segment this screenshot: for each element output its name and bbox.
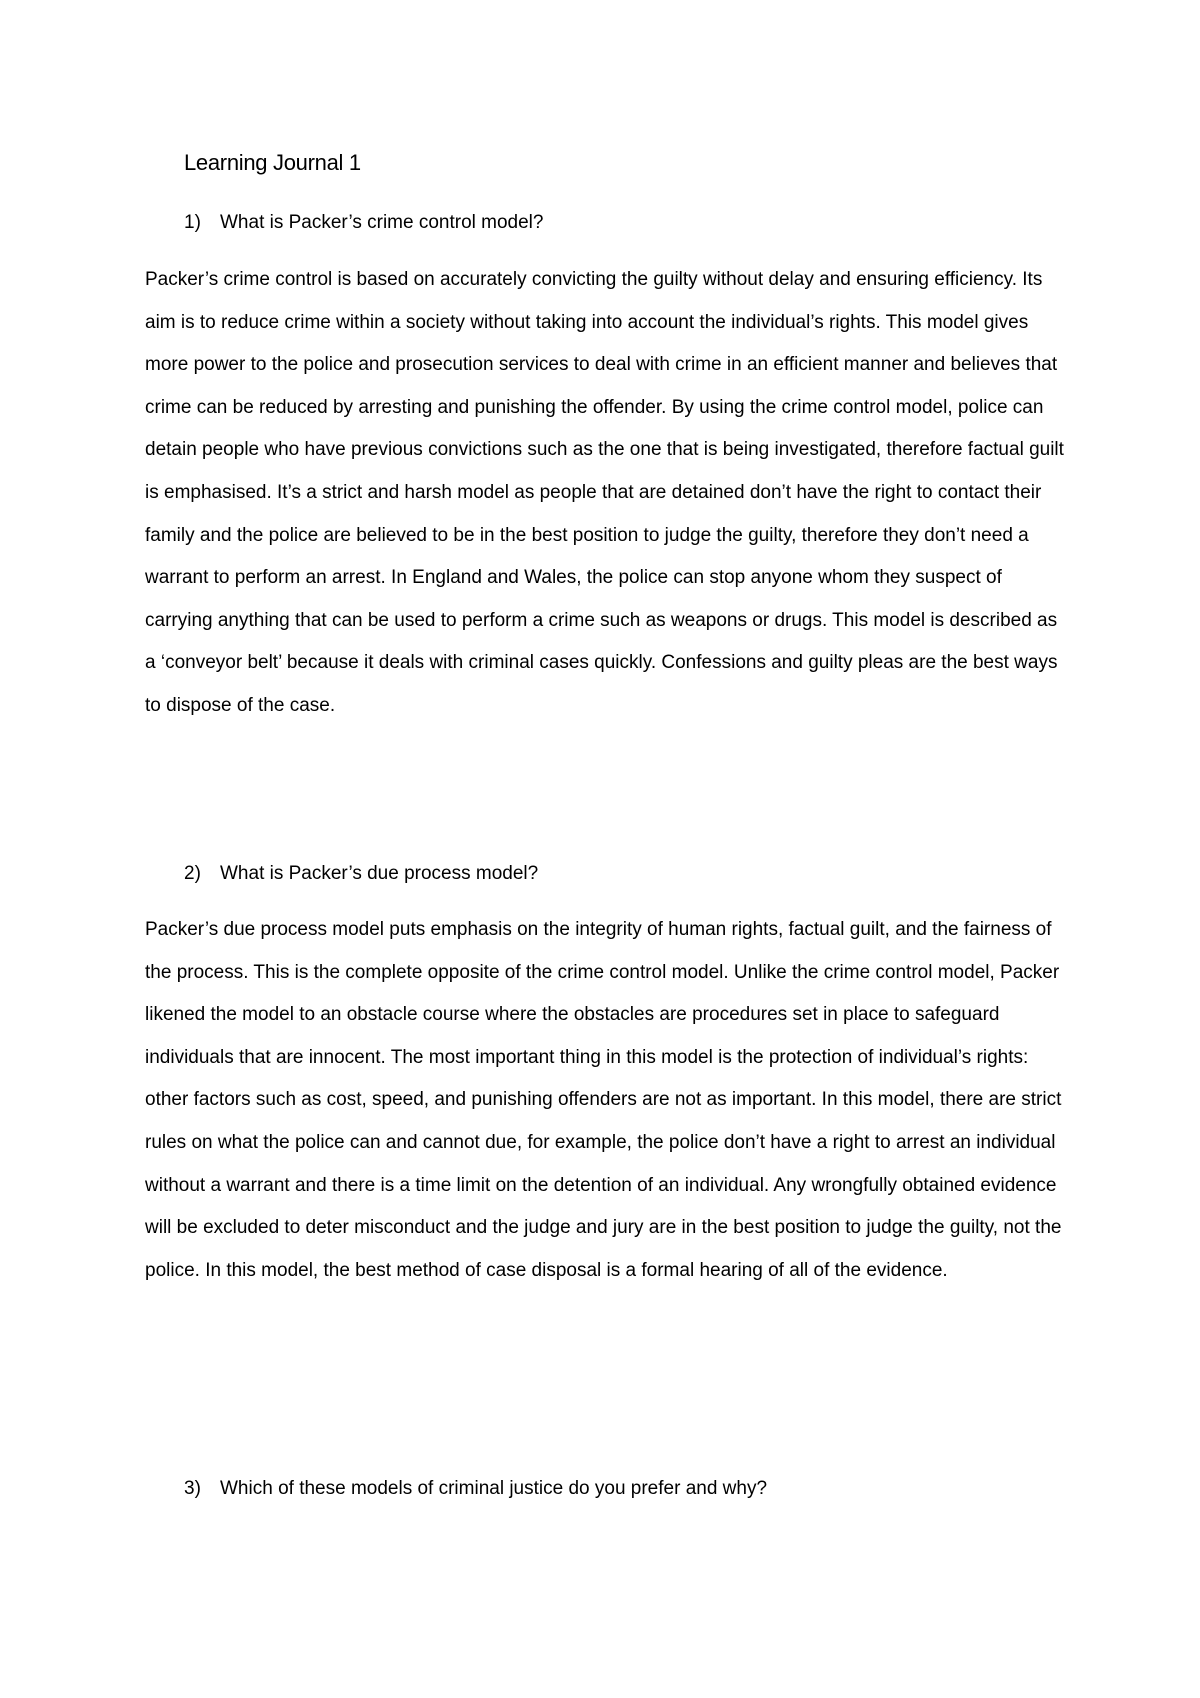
question-2-text: What is Packer’s due process model? xyxy=(220,863,539,884)
question-2-number: 2) xyxy=(184,863,201,884)
answer-1-paragraph: Packer’s crime control is based on accurately convicting the guilty without delay and ensuring efficiency. Its aim is to reduce crime within a society without taking into account the individual’s rights. This model gives more power to the police and prosecution services to deal with crime in an efficient manner and believes that crime can be reduced by arresting and punishing the offender. By using the crime control model, police can detain people who have previous convictions such as the one that is being investigated, therefore factual guilt is emphasised. It’s a strict and harsh model as people that are detained don’t have the right to contact their family and the police are believed to be in the best position to judge the guilty, therefore they don’t need a warrant to perform an arrest. In England and Wales, the police can stop anyone whom they suspect of carrying anything that can be used to perform a crime such as weapons or drugs. This model is described as a ‘conveyor belt’ because it deals with criminal cases quickly. Confessions and guilty pleas are the best ways to dispose of the case. xyxy=(145,269,1064,716)
question-2 xyxy=(184,860,538,888)
answer-2-paragraph: Packer’s due process model puts emphasis on the integrity of human rights, factual guilt, and the fairness of the process. This is the complete opposite of the crime control model. Unlike the crime control model, Packer likened the model to an obstacle course where the obstacles are procedures set in place to safeguard individuals that are innocent. The most important thing in this model is the protection of individual’s rights: other factors such as cost, speed, and punishing offenders are not as important. In this model, there are strict rules on what the police can and cannot due, for example, the police don’t have a right to arrest an individual without a warrant and there is a time limit on the detention of an individual. Any wrongfully obtained evidence will be excluded to deter misconduct and the judge and jury are in the best position to judge the guilty, not the police. In this model, the best method of case disposal is a formal hearing of all of the evidence. xyxy=(145,919,1062,1281)
question-3 xyxy=(184,1475,767,1503)
document-title: Learning Journal 1 xyxy=(184,150,361,175)
question-1-text: What is Packer’s crime control model? xyxy=(220,212,544,233)
question-1 xyxy=(184,209,543,237)
question-3-text: Which of these models of criminal justice do you prefer and why? xyxy=(220,1478,768,1499)
question-3-number: 3) xyxy=(184,1478,201,1499)
question-1-number: 1) xyxy=(184,212,201,233)
